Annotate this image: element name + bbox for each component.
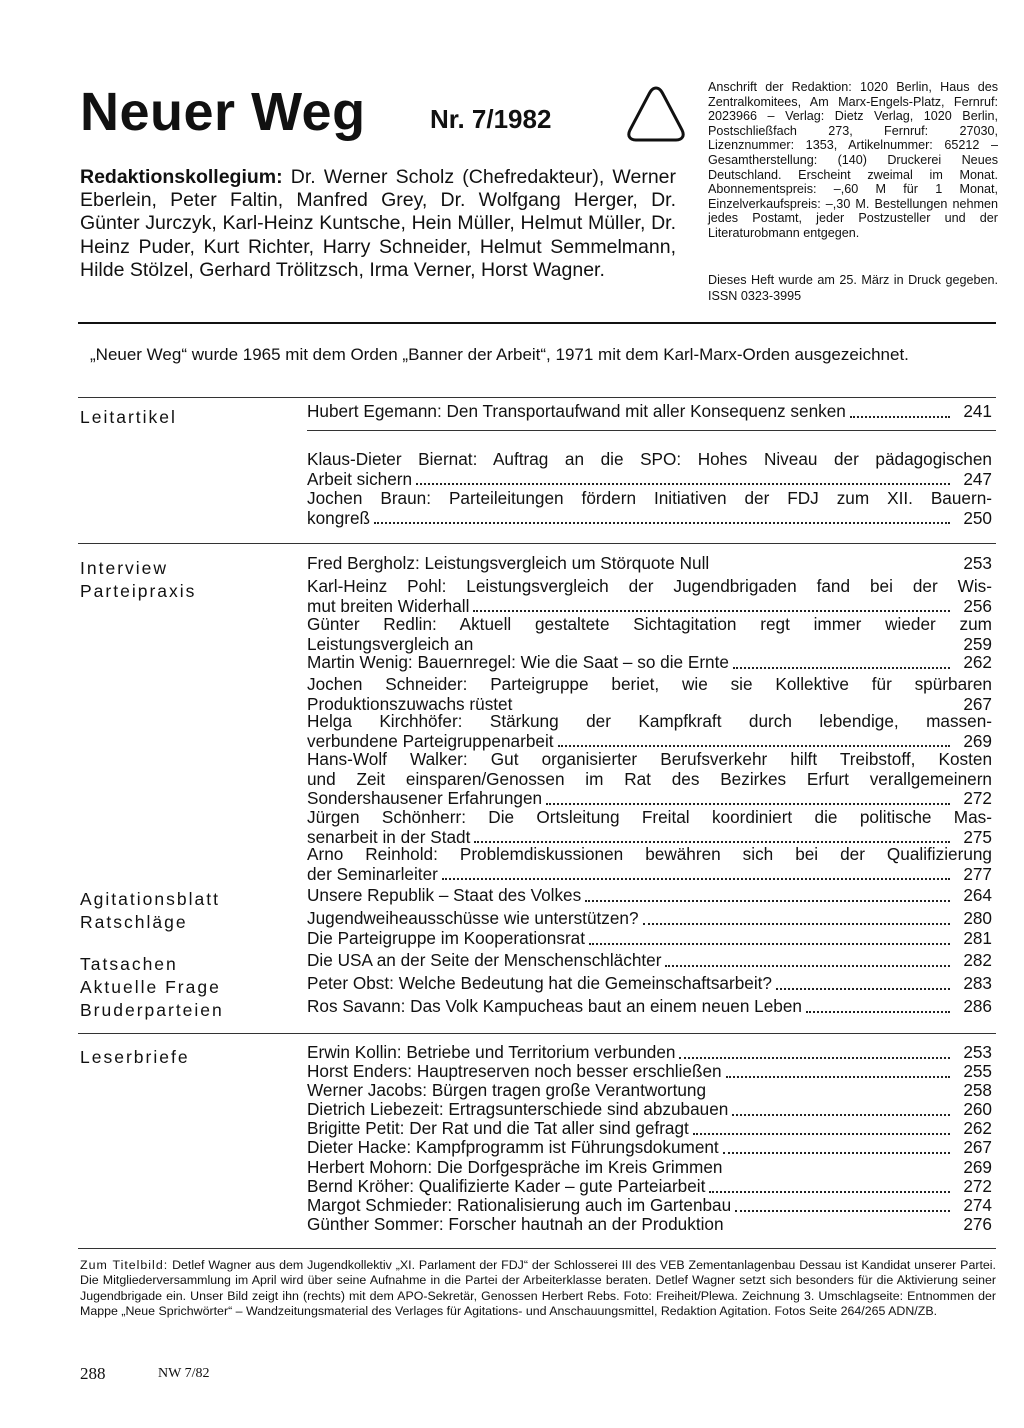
leader-space <box>477 647 950 650</box>
toc-entry[interactable] <box>307 712 992 751</box>
leader-space <box>516 707 950 710</box>
leader-dots <box>589 942 950 945</box>
toc-page-number: 262 <box>963 1118 992 1138</box>
leader-space <box>713 567 950 570</box>
leader-dots <box>585 899 950 902</box>
editorial-board-label: Redaktionskollegium: <box>80 166 283 188</box>
toc-entry-title: Dietrich Liebezeit: Ertragsunterschiede sind abzubauen <box>307 1099 729 1119</box>
toc-entry[interactable] <box>307 1119 992 1139</box>
toc-entry-title: Helga Kirchhöfer: Stärkung der Kampfkraft durch lebendige, massen- <box>307 711 992 731</box>
toc-entry[interactable] <box>307 450 992 489</box>
toc-page-number: 280 <box>963 908 992 928</box>
toc-entry-title: Arno Reinhold: Problemdiskussionen bewähren sich bei der Qualifizierung <box>307 844 992 864</box>
section-label-tatsachen: Tatsachen <box>80 954 178 974</box>
toc-entry-title: Jochen Braun: Parteileitungen fördern Initiativen der FDJ zum XII. Bauern- <box>307 488 992 508</box>
toc-entry-title: Karl-Heinz Pohl: Leistungsvergleich der Jugendbrigaden fand bei der Wis- <box>307 576 992 596</box>
leader-space <box>728 1228 950 1231</box>
toc-entry[interactable] <box>307 1158 992 1178</box>
magazine-title: Neuer Weg <box>80 82 366 142</box>
leader-dots <box>776 987 950 990</box>
toc-page-number: 267 <box>963 1137 992 1157</box>
issue-reference: NW 7/82 <box>158 1366 210 1381</box>
triangle-logo-icon <box>624 84 688 144</box>
toc-page-number: 281 <box>963 928 992 948</box>
leader-dots <box>473 609 950 612</box>
section-label-bruderparteien: Bruderparteien <box>80 1000 224 1020</box>
toc-entry[interactable] <box>307 808 992 847</box>
toc-page-number: 247 <box>963 468 992 489</box>
toc-entry-title-cont: verbundene Parteigruppenarbeit <box>307 730 554 751</box>
section-label-leserbriefe: Leserbriefe <box>80 1047 190 1067</box>
toc-entry[interactable] <box>307 1196 992 1216</box>
toc-entry-title: Bernd Kröher: Qualifizierte Kader – gute Parteiarbeit <box>307 1176 706 1196</box>
toc-entry[interactable] <box>307 653 992 673</box>
toc-entry[interactable] <box>307 1138 992 1158</box>
leader-dots <box>850 415 950 418</box>
toc-entry-title-cont: Leistungsvergleich an <box>307 633 474 654</box>
toc-page-number: 275 <box>963 826 992 847</box>
leader-dots <box>806 1010 950 1013</box>
publisher-info: Anschrift der Redaktion: 1020 Berlin, Haus des Zentralkomitees, Am Marx-Engels-Platz, Fernruf: 2023966 – Verlag: Dietz Verlag, 1020 Berlin, Postschließfach 273, Fernruf: 27030, Lizenznummer: 1353, Artikelnummer: 65212 – Gesamtherstellung: (140) Druckerei Neues Deutschland. Erscheint zweimal im Monat. Abonnementspreis: –,60 M für 1 Monat, Einzelverkaufspreis: –,30 M. Bestellungen nehmen jedes Postamt, jeder Postzusteller und der Literaturobmann entgegen. <box>708 80 998 240</box>
toc-page-number: 267 <box>963 693 992 714</box>
toc-entry[interactable] <box>307 974 992 994</box>
toc-page-number: 272 <box>963 788 992 808</box>
toc-page-number: 272 <box>963 1176 992 1196</box>
toc-page-number: 253 <box>963 1042 992 1062</box>
toc-entry-title: Erwin Kollin: Betriebe und Territorium verbunden <box>307 1042 676 1062</box>
toc-entry[interactable] <box>307 675 992 714</box>
toc-entry-title: Jochen Schneider: Parteigruppe beriet, wie sie Kollektive für spürbaren <box>307 674 992 694</box>
footnote-divider <box>78 1248 996 1249</box>
section-label-parteipraxis: Parteipraxis <box>80 581 197 601</box>
toc-entry-title: Hans-Wolf Walker: Gut organisierter Berufsverkehr hilft Treibstoff, Kosten <box>307 749 992 769</box>
toc-entry-title: Fred Bergholz: Leistungsvergleich um Störquote Null <box>307 553 710 573</box>
toc-page-number: 255 <box>963 1061 992 1081</box>
toc-page-number: 241 <box>963 401 992 421</box>
toc-page-number: 262 <box>963 652 992 672</box>
section-label-agitationsblatt: Agitationsblatt <box>80 889 220 909</box>
cover-caption-lead: Zum Titelbild: <box>80 1258 169 1272</box>
page-number: 288 <box>80 1364 106 1383</box>
contents-divider <box>78 543 996 544</box>
toc-entry[interactable] <box>307 845 992 884</box>
leader-dots <box>546 802 950 805</box>
toc-page-number: 264 <box>963 885 992 905</box>
toc-entry-title: Klaus-Dieter Biernat: Auftrag an die SPO: Hohes Niveau der pädagogischen <box>307 449 992 469</box>
toc-entry-title-cont: Arbeit sichern <box>307 468 413 489</box>
leader-dots <box>374 521 950 524</box>
contents-top-divider <box>78 397 996 398</box>
leader-dots <box>693 1132 950 1135</box>
toc-entry-title: Herbert Mohorn: Die Dorfgespräche im Kreis Grimmen <box>307 1157 723 1177</box>
toc-page-number: 276 <box>963 1214 992 1234</box>
toc-entry-title: Unsere Republik – Staat des Volkes <box>307 885 582 905</box>
toc-page-number: 274 <box>963 1195 992 1215</box>
toc-entry-title: Brigitte Petit: Der Rat und die Tat aller sind gefragt <box>307 1118 689 1138</box>
toc-entry-title: Günther Sommer: Forscher hautnah an der Produktion <box>307 1214 724 1234</box>
toc-entry-title-cont: und Zeit einsparen/Genossen im Rat des Bezirkes Erfurt verallgemeinern <box>307 768 992 789</box>
toc-page-number: 282 <box>963 950 992 970</box>
toc-page-number: 256 <box>963 595 992 616</box>
leader-dots <box>733 666 950 669</box>
editorial-board-members: Dr. Werner Scholz (Chefredakteur), Werner Eberlein, Peter Faltin, Manfred Grey, Dr. Wolfgang Herger, Dr. Günter Jurczyk, Karl-Heinz Kuntsche, Hein Müller, Helmut Müller, Dr. Heinz Puder, Kurt Richter, Harry Schneider, Helmut Semmelmann, Hilde Stölzel, Gerhard Trölitzsch, Irma Verner, Horst Wagner. <box>80 166 677 281</box>
leader-dots <box>442 877 950 880</box>
toc-entry[interactable] <box>307 750 992 809</box>
toc-entry-title-cont: der Seminarleiter <box>307 863 438 884</box>
print-note: Dieses Heft wurde am 25. März in Druck gegeben. ISSN 0323-3995 <box>708 273 998 303</box>
toc-entry[interactable] <box>307 909 992 929</box>
cover-caption <box>80 1258 996 1320</box>
toc-entry[interactable] <box>307 554 992 574</box>
toc-entry-title-cont: kongreß <box>307 507 371 528</box>
toc-entry[interactable] <box>307 929 992 949</box>
toc-entry-title: Jürgen Schönherr: Die Ortsleitung Freital koordiniert die politische Mas- <box>307 807 992 827</box>
toc-entry[interactable] <box>307 489 992 528</box>
leader-dots <box>723 1151 950 1154</box>
toc-entry[interactable] <box>307 1100 992 1120</box>
toc-entry[interactable] <box>307 1177 992 1197</box>
leader-dots <box>643 922 950 925</box>
toc-entry-title: Die USA an der Seite der Menschenschlächter <box>307 950 662 970</box>
leader-space <box>710 1094 950 1097</box>
issue-number: Nr. 7/1982 <box>430 104 552 134</box>
toc-entry-title: Martin Wenig: Bauernregel: Wie die Saat – so die Ernte <box>307 652 729 672</box>
toc-page-number: 269 <box>963 730 992 751</box>
contents-divider <box>78 1033 996 1034</box>
toc-entry-title: Hubert Egemann: Den Transportaufwand mit aller Konsequenz senken <box>307 401 846 421</box>
toc-entry-title-cont: mut breiten Widerhall <box>307 595 470 616</box>
leader-dots <box>732 1113 950 1116</box>
leader-dots <box>735 1209 950 1212</box>
toc-entry-title: Die Parteigruppe im Kooperationsrat <box>307 928 586 948</box>
leader-dots <box>709 1190 950 1193</box>
toc-entry-title: Jugendweiheausschüsse wie unterstützen? <box>307 908 639 928</box>
leader-dots <box>679 1056 950 1059</box>
toc-entry-title: Peter Obst: Welche Bedeutung hat die Gemeinschaftsarbeit? <box>307 973 772 993</box>
toc-page-number: 286 <box>963 996 992 1016</box>
leader-dots <box>665 964 950 967</box>
toc-entry[interactable] <box>307 1043 992 1063</box>
toc-entry[interactable] <box>307 1081 992 1101</box>
toc-page-number: 253 <box>963 553 992 573</box>
toc-entry-title: Margot Schmieder: Rationalisierung auch im Gartenbau <box>307 1195 732 1215</box>
leader-dots <box>558 744 950 747</box>
toc-entry-title-cont: Sondershausener Erfahrungen <box>307 788 543 808</box>
toc-entry-title: Horst Enders: Hauptreserven noch besser erschließen <box>307 1061 722 1081</box>
section-label-interview: Interview <box>80 558 169 578</box>
leader-dots <box>726 1075 950 1078</box>
toc-page-number: 258 <box>963 1080 992 1100</box>
toc-page-number: 250 <box>963 507 992 528</box>
toc-page-number: 259 <box>963 633 992 654</box>
toc-entry[interactable] <box>307 886 992 906</box>
leader-space <box>727 1171 951 1174</box>
toc-entry[interactable] <box>307 1215 992 1235</box>
toc-page-number: 277 <box>963 863 992 884</box>
toc-page-number: 269 <box>963 1157 992 1177</box>
header-divider <box>78 322 996 324</box>
leader-dots <box>416 482 950 485</box>
section-label-leitartikel: Leitartikel <box>80 407 177 427</box>
toc-entry-title: Werner Jacobs: Bürgen tragen große Verantwortung <box>307 1080 707 1100</box>
toc-entry[interactable] <box>307 997 992 1017</box>
toc-page-number: 283 <box>963 973 992 993</box>
section-label-aktuelle-frage: Aktuelle Frage <box>80 977 221 997</box>
toc-entry-title: Ros Savann: Das Volk Kampucheas baut an einem neuen Leben <box>307 996 802 1016</box>
toc-entry[interactable] <box>307 951 992 971</box>
leader-dots <box>474 840 950 843</box>
toc-divider <box>307 430 996 431</box>
toc-entry-title: Dieter Hacke: Kampfprogramm ist Führungsdokument <box>307 1137 719 1157</box>
toc-entry[interactable] <box>307 1062 992 1082</box>
editorial-board <box>80 166 676 282</box>
toc-entry-title: Günter Redlin: Aktuell gestaltete Sichtagitation regt immer wieder zum <box>307 614 992 634</box>
cover-caption-text: Detlef Wagner aus dem Jugendkollektiv „XI. Parlament der FDJ“ der Schlosserei III des VEB Zementanlagenbau Dessau ist Kandidat unserer Partei. Die Mitgliederversammlung im April wird über seine Aufnahme in die Partei der Arbeiterklasse beraten. Detlef Wagner setzt sich besonders für die Aktivierung seiner Jugendbrigade ein. Unser Bild zeigt ihn (rechts) mit dem APO-Sekretär, Genossen Herbert Rebs. Foto: Freiheit/Plewa. Zeichnung 3. Umschlagseite: Entnommen der Mappe „Neue Sprichwörter“ – Wandzeitungsmaterial des Verlages für Agitations- und Anschauungsmittel, Redaktion Agitation. Fotos Seite 264/265 ADN/ZB. <box>80 1258 996 1319</box>
toc-entry[interactable] <box>307 402 992 422</box>
toc-entry-title-cont: Produktionszuwachs rüstet <box>307 693 513 714</box>
award-note: „Neuer Weg“ wurde 1965 mit dem Orden „Banner der Arbeit“, 1971 mit dem Karl-Marx-Orden ausgezeichnet. <box>90 345 909 364</box>
toc-page-number: 260 <box>963 1099 992 1119</box>
section-label-ratschlaege: Ratschläge <box>80 912 188 932</box>
toc-entry-title-cont: senarbeit in der Stadt <box>307 826 471 847</box>
toc-entry[interactable] <box>307 577 992 616</box>
toc-entry[interactable] <box>307 615 992 654</box>
